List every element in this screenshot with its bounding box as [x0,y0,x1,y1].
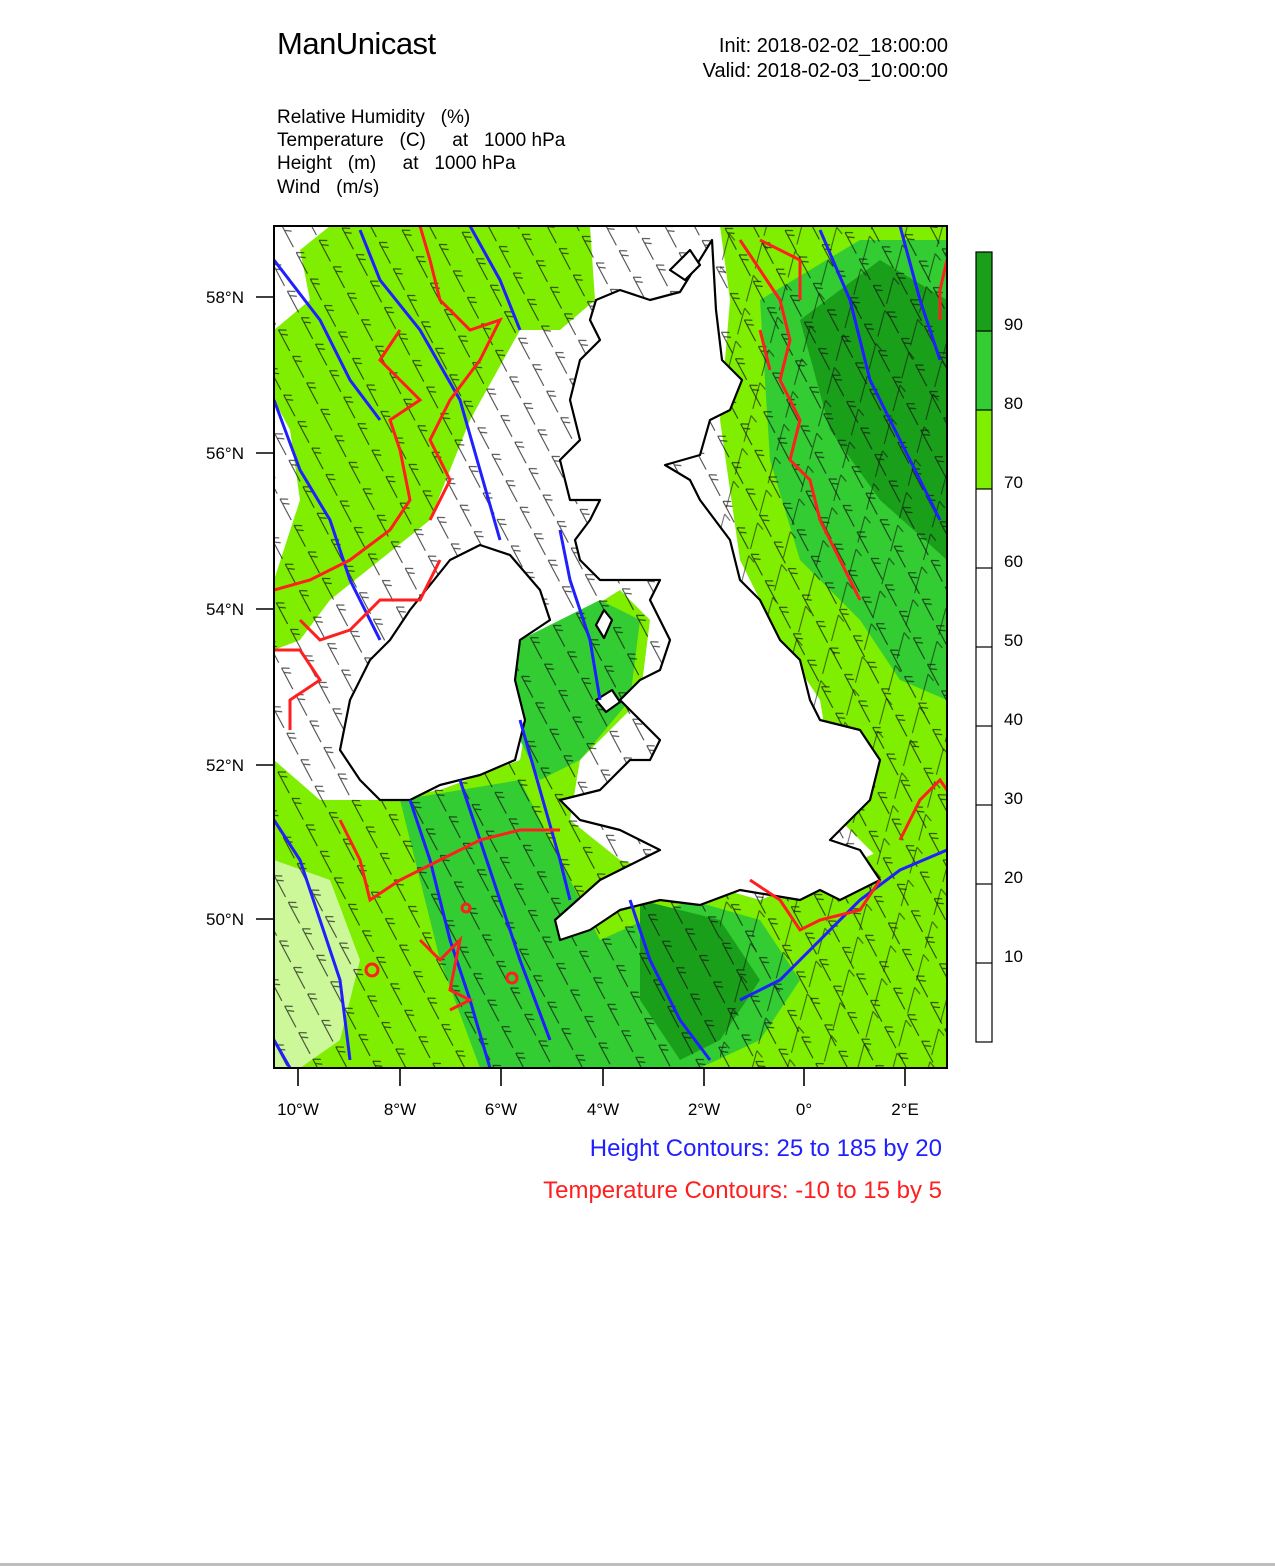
model-title: ManUnicast [277,26,436,61]
colorbar-label-40: 40 [1004,710,1023,729]
colorbar-label-80: 80 [1004,394,1023,413]
colorbar-label-20: 20 [1004,868,1023,887]
colorbar-label-30: 30 [1004,789,1023,808]
lon-label-0: 0° [795,1100,813,1119]
colorbar-label-10: 10 [1004,947,1023,966]
lat-label-52n: 52°N [206,756,244,775]
field-height-label: Height (m) at 1000 hPa [277,153,516,174]
field-wind-label: Wind (m/s) [277,177,380,198]
lat-label-56n: 56°N [206,444,244,463]
lon-label-4w: 4°W [586,1100,620,1119]
valid-time: Valid: 2018-02-03_10:00:00 [702,60,948,82]
latitude-axis [256,297,274,919]
temperature-contours-legend: Temperature Contours: -10 to 15 by 5 [543,1177,942,1204]
lat-label-54n: 54°N [206,600,244,619]
lon-label-8w: 8°W [383,1100,417,1119]
colorbar-label-90: 90 [1004,315,1023,334]
colorbar-label-70: 70 [1004,473,1023,492]
lat-label-58n: 58°N [206,288,244,307]
lon-label-6w: 6°W [484,1100,518,1119]
field-temperature-label: Temperature (C) at 1000 hPa [277,130,566,151]
lon-label-2e: 2°E [891,1100,919,1119]
map-area [274,226,947,1068]
longitude-axis [298,1068,905,1086]
height-contours-legend: Height Contours: 25 to 185 by 20 [589,1135,942,1162]
lon-label-2w: 2°W [687,1100,721,1119]
init-time: Init: 2018-02-02_18:00:00 [718,35,948,57]
lon-label-10w: 10°W [277,1100,319,1119]
field-rh-label: Relative Humidity (%) [277,107,471,128]
rh-colorbar [976,252,992,1042]
colorbar-label-50: 50 [1004,631,1023,650]
colorbar-label-60: 60 [1004,552,1023,571]
lat-label-50n: 50°N [206,910,244,929]
